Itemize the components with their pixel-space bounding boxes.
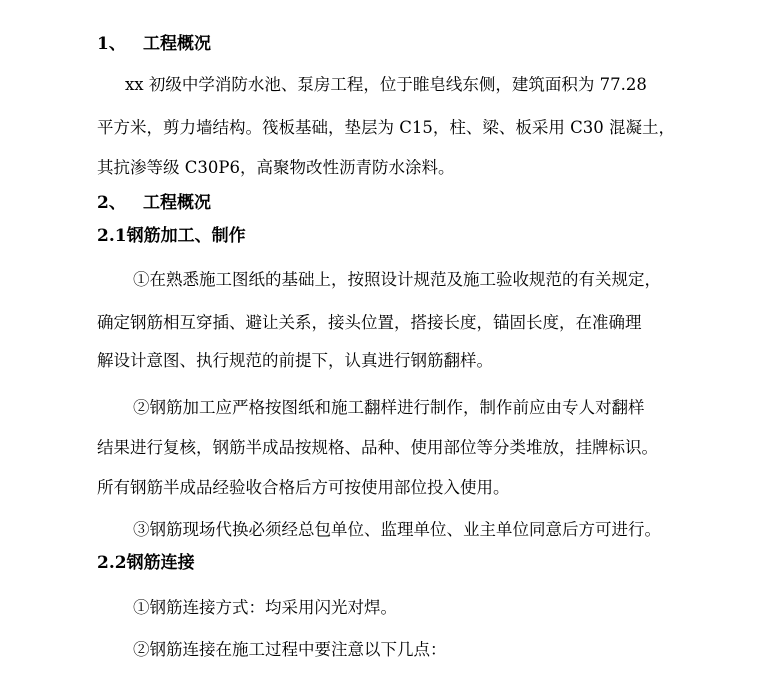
subsection-2-1-para1-line-1: ①在熟悉施工图纸的基础上，按照设计规范及施工验收规范的有关规定， bbox=[133, 270, 661, 289]
section-2-number: 2、 bbox=[97, 193, 126, 213]
section-1-heading bbox=[97, 34, 211, 54]
subsection-2-2-title: 2.2钢筋连接 bbox=[97, 553, 195, 573]
subsection-2-2-item-2: ②钢筋连接在施工过程中要注意以下几点： bbox=[133, 640, 447, 659]
subsection-2-2-item-1: ①钢筋连接方式：均采用闪光对焊。 bbox=[133, 598, 397, 617]
subsection-2-1-para3: ③钢筋现场代换必须经总包单位、监理单位、业主单位同意后方可进行。 bbox=[133, 520, 661, 539]
section-2-title: 工程概况 bbox=[143, 193, 211, 213]
subsection-2-1-para2-line-1: ②钢筋加工应严格按图纸和施工翻样进行制作，制作前应由专人对翻样 bbox=[133, 398, 645, 417]
section-1-number: 1、 bbox=[97, 34, 126, 54]
section-1-title: 工程概况 bbox=[143, 34, 211, 54]
section-2-heading bbox=[97, 193, 211, 213]
section-1-text-line-2: 平方米，剪力墙结构。筏板基础，垫层为 C15，柱、梁、板采用 C30 混凝土， bbox=[97, 118, 675, 137]
section-1-text-line-1: xx 初级中学消防水池、泵房工程，位于睢皂线东侧，建筑面积为 77.28 bbox=[125, 75, 647, 94]
subsection-2-1-para2-line-2: 结果进行复核，钢筋半成品按规格、品种、使用部位等分类堆放，挂牌标识。 bbox=[97, 438, 658, 457]
subsection-2-1-para1-line-3: 解设计意图、执行规范的前提下，认真进行钢筋翻样。 bbox=[97, 351, 493, 370]
subsection-2-1-para2-line-3: 所有钢筋半成品经验收合格后方可按使用部位投入使用。 bbox=[97, 478, 510, 497]
section-1-text-line-3: 其抗渗等级 C30P6，高聚物改性沥青防水涂料。 bbox=[97, 158, 455, 177]
subsection-2-1-title: 2.1钢筋加工、制作 bbox=[97, 226, 246, 246]
subsection-2-1-para1-line-2: 确定钢筋相互穿插、避让关系，接头位置，搭接长度，锚固长度，在准确理 bbox=[97, 313, 642, 332]
